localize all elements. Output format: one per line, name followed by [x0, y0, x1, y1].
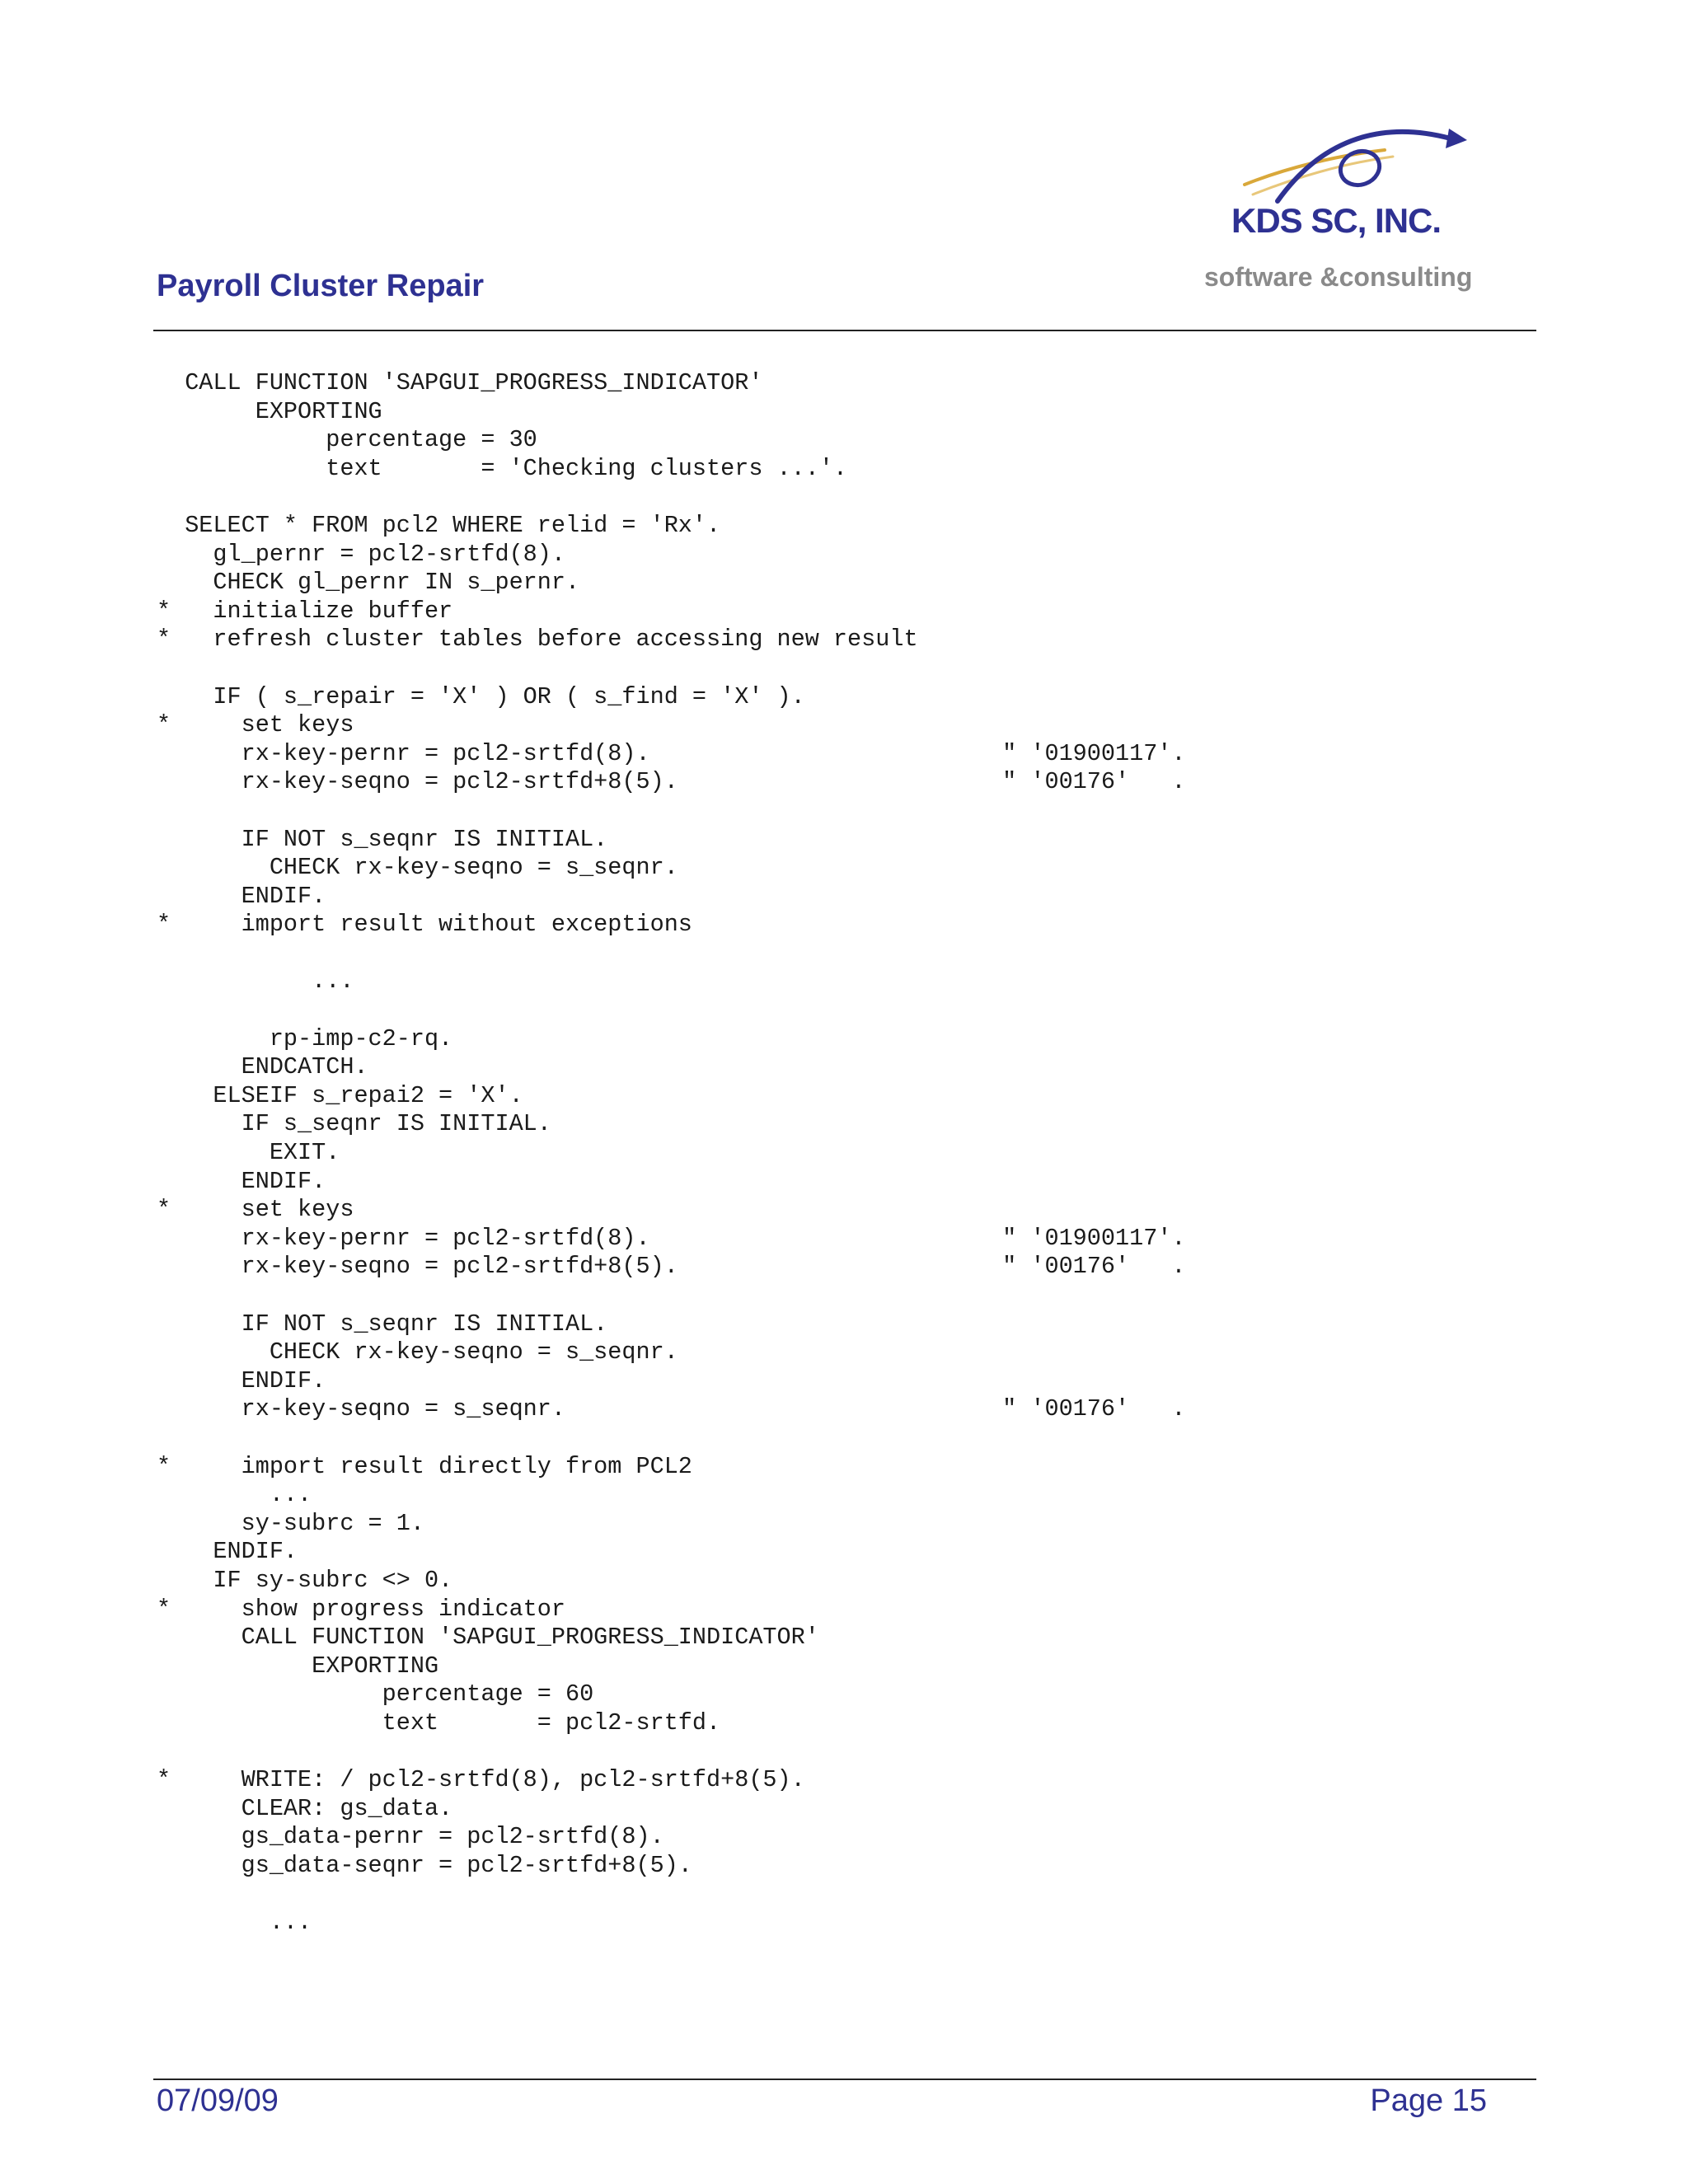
code-line: gs_data-seqnr = pcl2-srtfd+8(5).	[157, 1851, 692, 1879]
code-line: rx-key-seqno = pcl2-srtfd+8(5). " '00176' .	[157, 768, 1186, 796]
logo-company-name: KDS SC, INC.	[1231, 201, 1442, 240]
code-line: rx-key-seqno = pcl2-srtfd+8(5). " '00176' .	[157, 1253, 1186, 1281]
code-line: * set keys	[157, 711, 354, 739]
code-line: IF ( s_repair = 'X' ) OR ( s_find = 'X' ).	[157, 682, 805, 710]
code-line: EXIT.	[157, 1139, 340, 1167]
code-line: ...	[157, 1481, 312, 1509]
code-line: EXPORTING	[157, 397, 382, 425]
code-line: * WRITE: / pcl2-srtfd(8), pcl2-srtfd+8(5).	[157, 1766, 805, 1794]
page-number: Page 15	[1370, 2083, 1487, 2118]
code-line: IF NOT s_seqnr IS INITIAL.	[157, 1310, 608, 1338]
code-line: * initialize buffer	[157, 597, 453, 625]
code-line: ENDIF.	[157, 1366, 326, 1394]
code-line: IF NOT s_seqnr IS INITIAL.	[157, 825, 608, 853]
code-line: percentage = 60	[157, 1680, 594, 1708]
code-line: * import result without exceptions	[157, 911, 692, 939]
code-line: rx-key-pernr = pcl2-srtfd(8). " '01900117'.	[157, 1224, 1186, 1252]
code-line: EXPORTING	[157, 1652, 439, 1680]
code-line: sy-subrc = 1.	[157, 1509, 424, 1537]
code-line: CHECK rx-key-seqno = s_seqnr.	[157, 1338, 678, 1366]
code-line: ENDCATCH.	[157, 1053, 368, 1081]
code-line: gs_data-pernr = pcl2-srtfd(8).	[157, 1823, 664, 1851]
code-line: ENDIF.	[157, 1167, 326, 1195]
code-line: * show progress indicator	[157, 1595, 565, 1623]
code-listing	[157, 369, 1186, 1938]
code-line: CALL FUNCTION 'SAPGUI_PROGRESS_INDICATOR'	[157, 1624, 819, 1652]
footer-date: 07/09/09	[157, 2083, 279, 2118]
code-line: IF s_seqnr IS INITIAL.	[157, 1110, 551, 1138]
code-line: ...	[157, 1909, 312, 1937]
code-line: ENDIF.	[157, 1538, 298, 1566]
code-line: * set keys	[157, 1196, 354, 1224]
code-line: percentage = 30	[157, 426, 537, 454]
code-line: IF sy-subrc <> 0.	[157, 1566, 453, 1594]
code-line: text = 'Checking clusters ...'.	[157, 454, 848, 482]
page-title: Payroll Cluster Repair	[157, 269, 485, 303]
code-line: CALL FUNCTION 'SAPGUI_PROGRESS_INDICATOR'	[157, 369, 763, 396]
code-line: CHECK gl_pernr IN s_pernr.	[157, 569, 580, 597]
code-line: gl_pernr = pcl2-srtfd(8).	[157, 540, 565, 568]
code-line: ENDIF.	[157, 882, 326, 910]
code-line: CHECK rx-key-seqno = s_seqnr.	[157, 854, 678, 882]
company-tagline: software &consulting	[1204, 262, 1473, 292]
footer-divider	[153, 2079, 1536, 2080]
code-line: * import result directly from PCL2	[157, 1452, 692, 1480]
header-divider	[153, 330, 1536, 331]
swoosh-logo-icon	[1228, 110, 1467, 208]
code-line: CLEAR: gs_data.	[157, 1794, 453, 1822]
code-line: rx-key-pernr = pcl2-srtfd(8). " '01900117'.	[157, 739, 1186, 767]
code-line: text = pcl2-srtfd.	[157, 1708, 721, 1736]
company-logo	[1203, 97, 1475, 254]
code-line: SELECT * FROM pcl2 WHERE relid = 'Rx'.	[157, 511, 721, 539]
code-line: rp-imp-c2-rq.	[157, 1024, 453, 1052]
code-line: ELSEIF s_repai2 = 'X'.	[157, 1081, 523, 1109]
code-line: rx-key-seqno = s_seqnr. " '00176' .	[157, 1395, 1186, 1423]
code-line: ...	[157, 968, 354, 996]
code-line: * refresh cluster tables before accessing new result	[157, 626, 918, 654]
